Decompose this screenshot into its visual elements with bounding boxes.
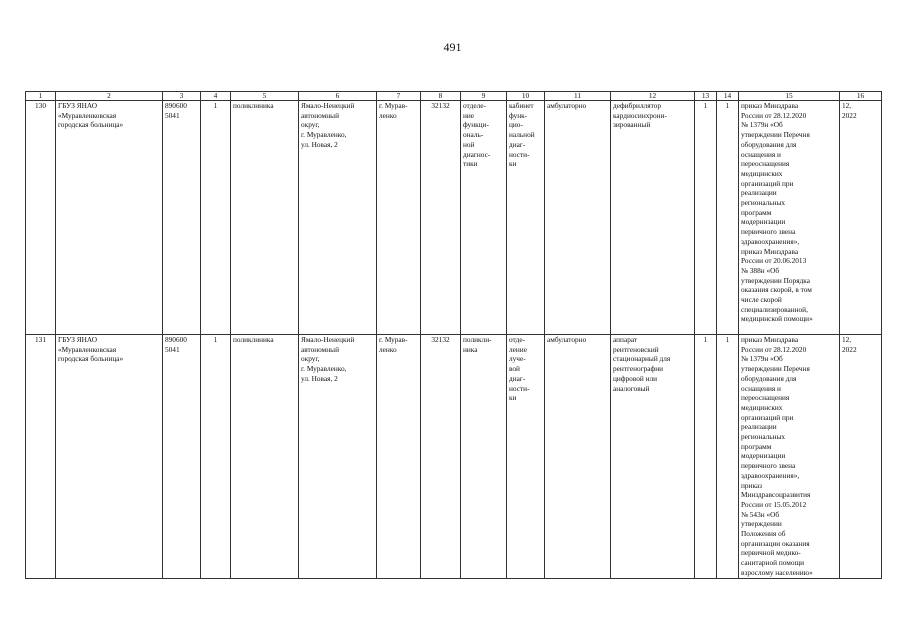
organization-cell: ГБУЗ ЯНАО «Муравленковская городская больница» [56, 335, 163, 579]
count-cell: 1 [201, 335, 231, 579]
department-cell: отделе- ние функци- ональ- ной диагнос- тики [461, 101, 507, 335]
care-mode-cell: амбулаторно [545, 335, 611, 579]
regulation-cell: приказ Минздрава России от 28.12.2020 № 1379н «Об утверждении Перечня оборудования для оснащения и переоснащения медицинских организаций при реализации региональных программ модернизации первичного звена здравоохранения», приказ Минздравсоцразвития России от 15.05.2012 № 543н «Об утверждении Положения об организации оказания первичной медико- санитарной помощи взрослому населению» [739, 335, 840, 579]
facility-type-cell: поликлиника [231, 335, 299, 579]
city-cell: г. Мурав- ленко [377, 335, 421, 579]
equipment-cell: аппарат рентгеновский стационарный для рентгенографии цифровой или аналоговый [611, 335, 695, 579]
page-number: 491 [443, 40, 462, 54]
quantity-cell: 1 [717, 101, 739, 335]
row-number-cell: 130 [26, 101, 56, 335]
column-number: 14 [717, 92, 739, 101]
column-number: 6 [299, 92, 377, 101]
table-row [26, 335, 882, 579]
column-number: 9 [461, 92, 507, 101]
date-cell: 12, 2022 [840, 101, 882, 335]
unit-cell: отде- ление луче- вой диаг- ности- ки [507, 335, 545, 579]
table-row [26, 101, 882, 335]
column-number: 10 [507, 92, 545, 101]
column-number-row [26, 92, 882, 101]
quantity-cell: 1 [695, 335, 717, 579]
code-cell: 890600 5041 [163, 335, 201, 579]
quantity-cell: 1 [695, 101, 717, 335]
care-mode-cell: амбулаторно [545, 101, 611, 335]
column-number: 12 [611, 92, 695, 101]
code-cell: 890600 5041 [163, 101, 201, 335]
column-number: 8 [421, 92, 461, 101]
column-number: 2 [56, 92, 163, 101]
column-number: 15 [739, 92, 840, 101]
regulation-cell: приказ Минздрава России от 28.12.2020 № 1379н «Об утверждении Перечня оборудования для оснащения и переоснащения медицинских организаций при реализации региональных программ модернизации первичного звена здравоохранения», приказ Минздрава России от 20.06.2013 № 388н «Об утверждении Порядка оказания скорой, в том числе скорой специализированной, медицинской помощи» [739, 101, 840, 335]
column-number: 7 [377, 92, 421, 101]
row-number-cell: 131 [26, 335, 56, 579]
column-number: 5 [231, 92, 299, 101]
city-cell: г. Мурав- ленко [377, 101, 421, 335]
facility-type-cell: поликлиника [231, 101, 299, 335]
address-cell: Ямало-Ненецкий автономный округ, г. Муравленко, ул. Новая, 2 [299, 335, 377, 579]
date-cell: 12, 2022 [840, 335, 882, 579]
address-cell: Ямало-Ненецкий автономный округ, г. Муравленко, ул. Новая, 2 [299, 101, 377, 335]
equipment-cell: дефибриллятор кардиосинхрони- зированный [611, 101, 695, 335]
column-number: 4 [201, 92, 231, 101]
organization-cell: ГБУЗ ЯНАО «Муравленковская городская больница» [56, 101, 163, 335]
department-cell: поликли- ника [461, 335, 507, 579]
column-number: 16 [840, 92, 882, 101]
column-number: 3 [163, 92, 201, 101]
equipment-table [25, 91, 882, 579]
column-number: 13 [695, 92, 717, 101]
postal-code-cell: 32132 [421, 335, 461, 579]
postal-code-cell: 32132 [421, 101, 461, 335]
column-number: 11 [545, 92, 611, 101]
count-cell: 1 [201, 101, 231, 335]
quantity-cell: 1 [717, 335, 739, 579]
unit-cell: кабинет функ- цио- нальной диаг- ности- ки [507, 101, 545, 335]
column-number: 1 [26, 92, 56, 101]
